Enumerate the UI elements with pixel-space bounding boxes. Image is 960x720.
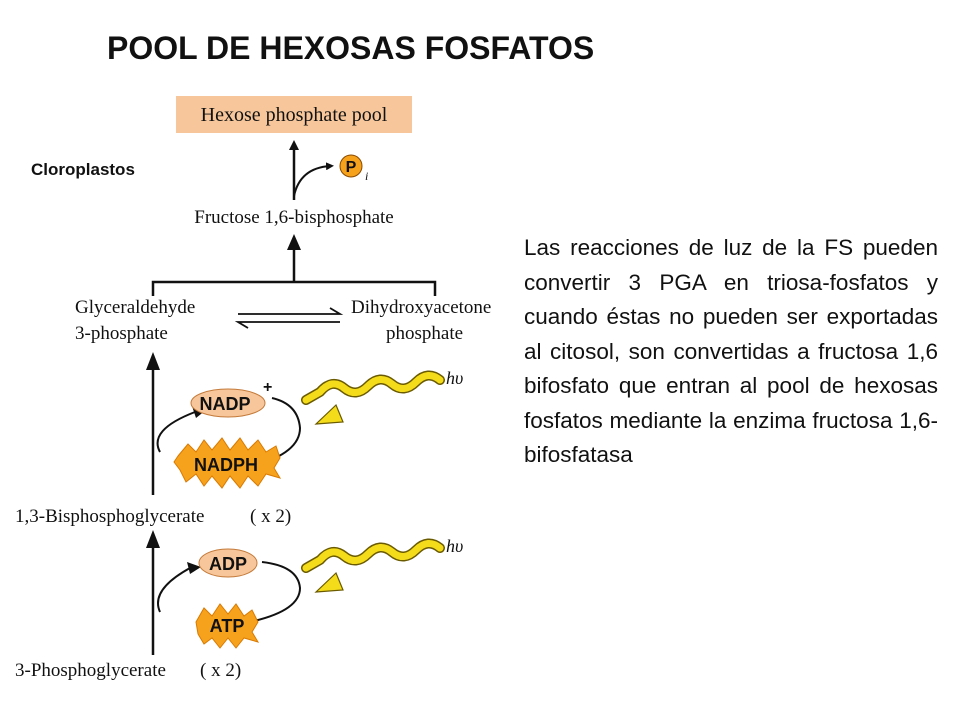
pga-multiplier: ( x 2) — [200, 660, 242, 681]
hexose-pool-label: Hexose phosphate pool — [200, 104, 388, 126]
merge-arrowhead — [287, 234, 301, 250]
gap-label-line2: 3-phosphate — [75, 323, 168, 344]
nadp-label: NADP — [199, 394, 251, 414]
chloroplast-label: Cloroplastos — [31, 160, 135, 179]
description-paragraph: Las reacciones de luz de la FS pueden convertir 3 PGA en triosa-fosfatos y cuando éstas no pueden ser exportadas al citosol, son convertidas a fructosa 1,6 bifosfato que entran al pool de hexosas fosfatos mediante la enzima fructosa 1,6-bifosfatasa — [524, 235, 938, 467]
adp-label: ADP — [208, 554, 248, 574]
atp-label: ATP — [209, 616, 245, 636]
bpg-multiplier: ( x 2) — [250, 506, 292, 527]
nadph-label: NADPH — [193, 455, 259, 475]
equilibrium-arrow-forward — [238, 308, 340, 314]
dhap-label-line2: phosphate — [386, 323, 464, 344]
bpg-label: 1,3-Bisphosphoglycerate — [15, 506, 205, 527]
pi-symbol: P — [345, 159, 357, 176]
dhap-label-line1: Dihydroxyacetone — [351, 297, 492, 318]
pi-subscript: i — [365, 169, 369, 183]
pi-release-arrow — [294, 166, 330, 196]
arrowhead-gap — [146, 352, 160, 370]
page-title: POOL DE HEXOSAS FOSFATOS — [107, 30, 595, 66]
equilibrium-arrow-reverse — [238, 322, 340, 328]
fructose-bisphosphate-label: Fructose 1,6-bisphosphate — [194, 207, 394, 228]
nadp-plus: + — [263, 379, 273, 396]
light-wave-upper-head — [316, 405, 343, 424]
light-label-lower: hυ — [446, 536, 464, 556]
pga-label: 3-Phosphoglycerate — [15, 660, 166, 681]
gap-label-line1: Glyceraldehyde — [75, 297, 196, 318]
arrowhead-bpg — [146, 530, 160, 548]
light-label-upper: hυ — [446, 368, 464, 388]
light-wave-lower-head — [316, 573, 343, 592]
